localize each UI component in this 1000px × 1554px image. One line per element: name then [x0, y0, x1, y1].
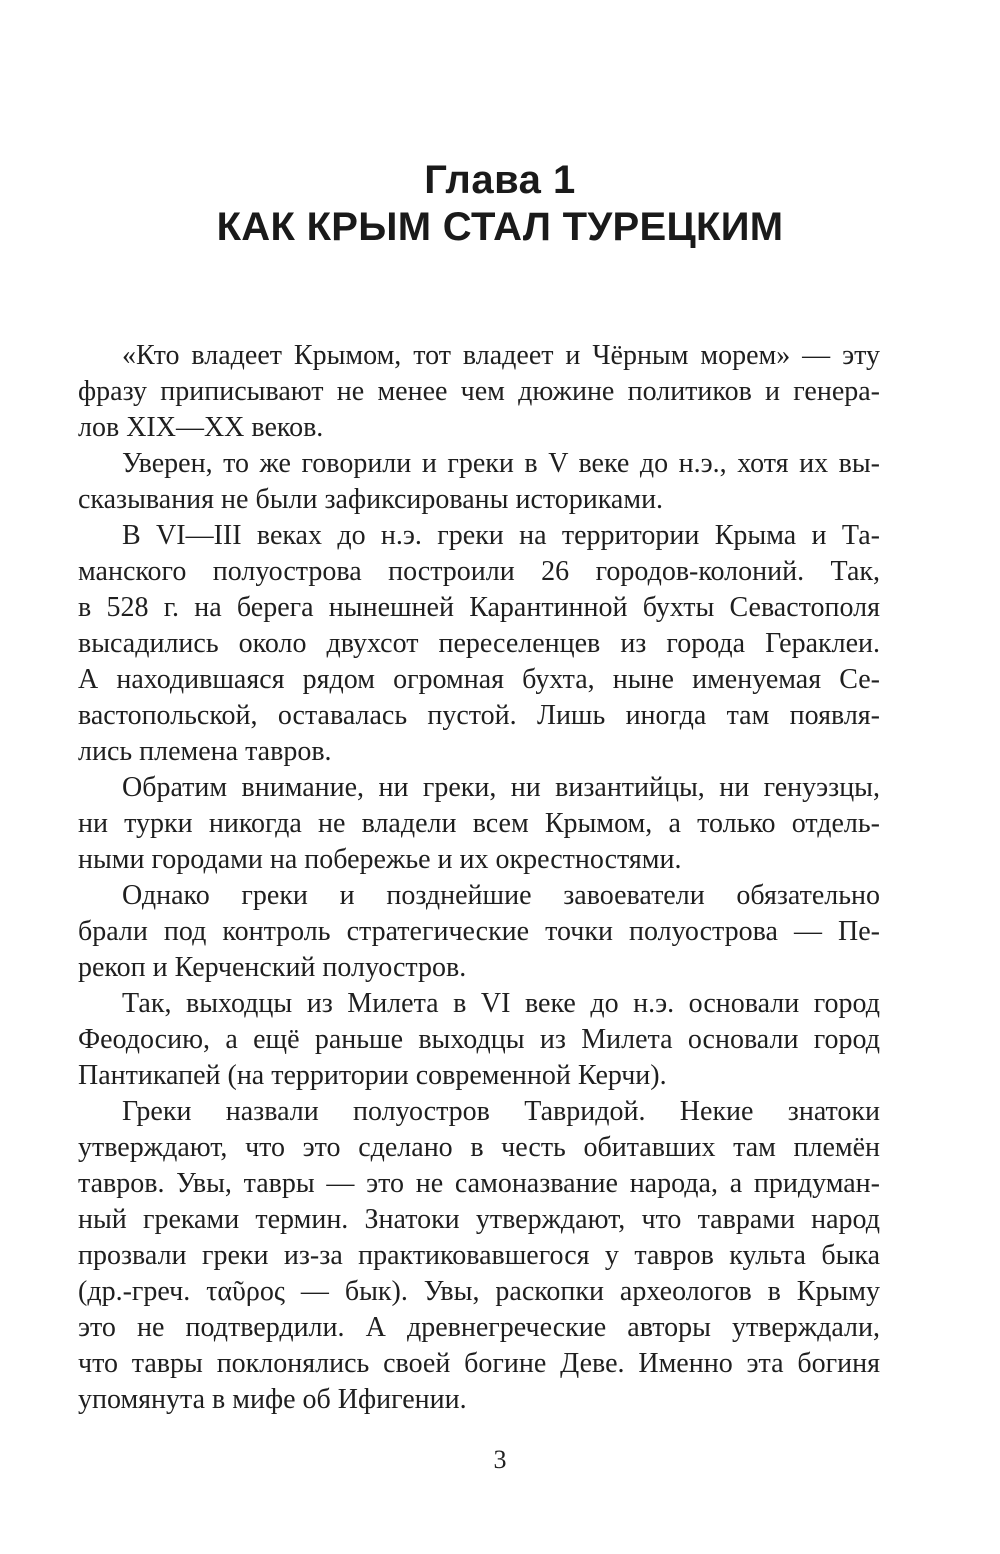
text-line: манского полуострова построили 26 городов-колоний. Так, — [78, 556, 880, 587]
page-number: 3 — [493, 1445, 507, 1474]
text-line: вастопольской, оставалась пустой. Лишь иногда там появля- — [78, 700, 880, 731]
text-line: «Кто владеет Крымом, тот владеет и Чёрным морем» — эту — [122, 340, 880, 371]
text-line: высадились около двухсот переселенцев из города Гераклеи. — [78, 628, 880, 659]
text-line: что тавры поклонялись своей богине Деве. Именно эта богиня — [78, 1348, 880, 1379]
text-line: лов XIX—XX веков. — [78, 412, 324, 443]
text-line: А находившаяся рядом огромная бухта, ныне именуемая Се- — [78, 664, 880, 695]
text-line: ни турки никогда не владели всем Крымом, а только отдель- — [78, 808, 880, 839]
text-line: Обратим внимание, ни греки, ни византийцы, ни генуэзцы, — [122, 772, 880, 803]
text-line: (др.-греч. ταῦρος — бык). Увы, раскопки археологов в Крыму — [78, 1276, 880, 1307]
text-line: рекоп и Керченский полуостров. — [78, 952, 467, 983]
text-line: ными городами на побережье и их окрестностями. — [78, 844, 682, 875]
text-line: брали под контроль стратегические точки полуострова — Пе- — [78, 916, 880, 947]
text-line: сказывания не были зафиксированы историками. — [78, 484, 664, 515]
text-line: лись племена тавров. — [78, 736, 332, 767]
text-line: прозвали греки из-за практиковавшегося у тавров культа быка — [78, 1240, 880, 1271]
chapter-label: Глава 1 — [424, 158, 576, 202]
text-line: это не подтвердили. А древнегреческие авторы утверждали, — [78, 1312, 880, 1343]
text-line: утверждают, что это сделано в честь обитавших там племён — [78, 1132, 880, 1163]
text-line: фразу приписывают не менее чем дюжине политиков и генера- — [78, 376, 880, 407]
text-line: Уверен, то же говорили и греки в V веке до н.э., хотя их вы- — [122, 448, 880, 479]
text-line: упомянута в мифе об Ифигении. — [78, 1384, 467, 1415]
text-line: Пантикапей (на территории современной Керчи). — [78, 1060, 667, 1091]
text-line: Однако греки и позднейшие завоеватели обязательно — [122, 880, 880, 911]
text-line: В VI—III веках до н.э. греки на территории Крыма и Та- — [122, 520, 880, 551]
text-line: Феодосию, а ещё раньше выходцы из Милета основали город — [78, 1024, 880, 1055]
chapter-title: КАК КРЫМ СТАЛ ТУРЕЦКИМ — [216, 205, 784, 249]
text-line: в 528 г. на берега нынешней Карантинной бухты Севастополя — [78, 592, 880, 623]
text-line: Греки назвали полуостров Тавридой. Некие знатоки — [122, 1096, 880, 1127]
text-line: Так, выходцы из Милета в VI веке до н.э. основали город — [122, 988, 880, 1019]
text-line: тавров. Увы, тавры — это не самоназвание народа, а придуман- — [78, 1168, 880, 1199]
text-line: ный греками термин. Знатоки утверждают, что таврами народ — [78, 1204, 880, 1235]
